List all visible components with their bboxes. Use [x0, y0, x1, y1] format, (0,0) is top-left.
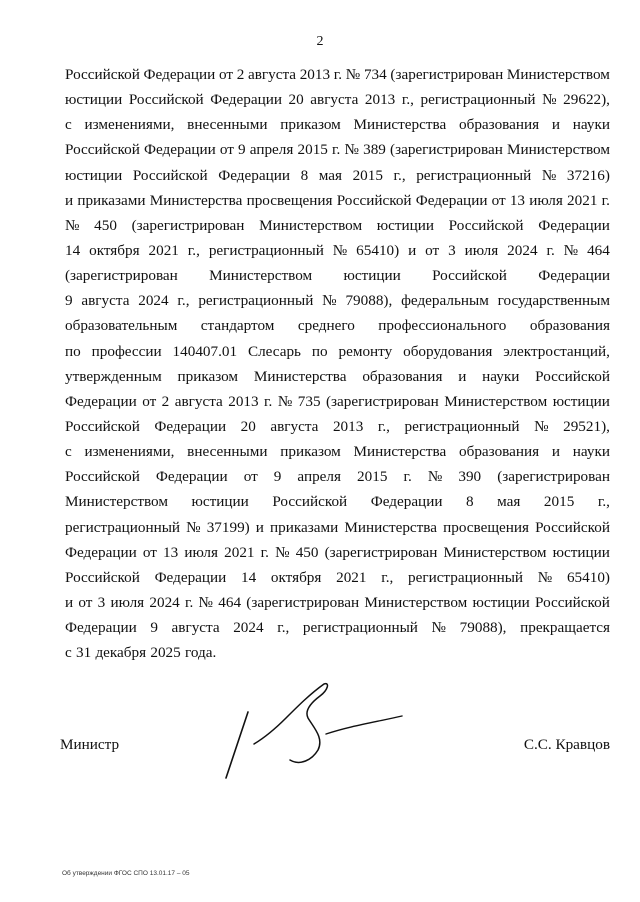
word: регистрационный: [404, 417, 520, 435]
word: августа: [174, 392, 223, 410]
word: Российской: [128, 91, 204, 109]
word: июля: [464, 241, 499, 259]
word: 65410): [356, 241, 400, 259]
word: 2013: [364, 91, 396, 109]
word: 29622),: [563, 91, 610, 109]
word: 2021: [224, 543, 255, 561]
word: (зарегистрирован: [390, 66, 504, 83]
word: 14: [241, 568, 257, 586]
word: регистрационный: [302, 619, 418, 637]
word: Федерации: [538, 267, 610, 285]
word: юстиции: [343, 267, 401, 285]
word: регистрационный: [416, 166, 532, 184]
word: Министерством: [65, 493, 168, 511]
word: от: [78, 593, 93, 611]
word: Федерации: [65, 543, 137, 561]
word: 20: [240, 417, 256, 435]
word: №: [345, 66, 361, 83]
word: 140407.01: [172, 342, 238, 360]
word: 3: [448, 241, 456, 259]
word: 2013: [228, 392, 259, 410]
word: Российской: [65, 568, 140, 586]
body-paragraph: [65, 62, 610, 665]
word: декабря: [95, 644, 147, 662]
footer-note: Об утверждении ФГОС СПО 13.01.17 – 05: [62, 870, 190, 877]
word: электростанций,: [503, 342, 610, 360]
word: Федерации: [143, 66, 216, 83]
word: 13: [163, 543, 179, 561]
signer-title: Министр: [60, 736, 120, 753]
text-line: [65, 540, 610, 565]
word: 79088),: [459, 619, 507, 637]
word: 20: [288, 91, 304, 109]
word: г.,: [377, 417, 390, 435]
word: 450: [94, 216, 117, 234]
word: образования: [459, 116, 540, 134]
word: Министерством: [444, 392, 548, 410]
word: г.: [264, 392, 273, 410]
word: юстиции: [191, 493, 249, 511]
word: 2024: [149, 593, 180, 611]
word: образования: [362, 367, 443, 385]
signer-name: С.С. Кравцов: [523, 736, 610, 753]
word: Министерством: [209, 267, 313, 285]
word: 390: [458, 468, 482, 486]
word: изменениями,: [84, 443, 175, 461]
word: г.,: [277, 619, 290, 637]
word: Министерства: [253, 367, 347, 385]
word: приказами: [270, 518, 339, 536]
word: августа: [171, 619, 220, 637]
word: просвещения: [246, 191, 333, 209]
word: №: [431, 619, 447, 637]
word: Российской: [432, 267, 507, 285]
word: по: [311, 342, 328, 360]
word: 2013: [299, 66, 331, 83]
word: внесенными: [187, 116, 268, 134]
word: 2021: [336, 568, 367, 586]
word: Министерством: [506, 141, 610, 159]
word: 14: [65, 241, 81, 259]
word: Федерации: [144, 141, 216, 159]
word: юстиции: [376, 216, 434, 234]
word: образования: [459, 443, 540, 461]
word: августа: [81, 292, 130, 310]
text-line: [65, 414, 610, 439]
word: 37216): [566, 166, 610, 184]
word: Федерации: [154, 417, 227, 435]
word: и: [65, 593, 74, 611]
word: (зарегистрирован: [131, 216, 245, 234]
word: №: [186, 518, 201, 536]
word: Федерации: [370, 493, 443, 511]
word: 37199): [206, 518, 250, 536]
text-line: [65, 288, 610, 313]
word: октября: [89, 241, 140, 259]
word: юстиции: [472, 593, 530, 611]
word: 2021: [148, 241, 179, 259]
text-line: [65, 62, 610, 87]
word: (зарегистрирован: [65, 267, 178, 285]
word: Федерации: [415, 191, 488, 209]
word: (зарегистрирован: [324, 543, 438, 561]
word: 735: [297, 392, 321, 410]
word: №: [534, 417, 549, 435]
word: Российской: [65, 468, 140, 486]
word: г.,: [177, 292, 190, 310]
word: 464: [587, 241, 610, 259]
word: 389: [363, 141, 386, 159]
word: государственным: [497, 292, 610, 310]
word: 8: [300, 166, 309, 184]
word: Федерации: [538, 216, 610, 234]
word: Министерства: [149, 191, 243, 209]
word: и: [551, 116, 561, 134]
word: 13: [509, 191, 526, 209]
word: №: [198, 593, 214, 611]
word: Российской: [132, 166, 208, 184]
word: г.,: [597, 493, 610, 511]
word: (зарегистрирован: [497, 468, 610, 486]
word: утвержденным: [65, 367, 162, 385]
page-number: 2: [316, 34, 324, 49]
text-line: [65, 489, 610, 514]
word: 2: [161, 392, 170, 410]
word: №: [541, 166, 557, 184]
text-line: [65, 590, 610, 615]
word: от: [491, 191, 506, 209]
word: и: [408, 241, 417, 259]
word: Федерации: [218, 166, 290, 184]
word: №: [275, 543, 290, 561]
word: мая: [318, 166, 342, 184]
word: Российской: [65, 66, 140, 83]
word: по: [65, 342, 81, 360]
word: с: [65, 644, 72, 662]
word: регистрационный: [65, 518, 181, 536]
word: августа: [310, 91, 359, 109]
text-line: [65, 213, 610, 238]
word: Министерством: [443, 543, 547, 561]
word: и: [551, 443, 561, 461]
word: Слесарь: [247, 342, 301, 360]
word: прекращается: [520, 619, 610, 637]
word: 2025: [150, 644, 181, 662]
word: г.,: [393, 166, 406, 184]
word: (зарегистрирован: [390, 141, 503, 159]
text-line: [65, 640, 610, 665]
word: внесенными: [187, 443, 268, 461]
text-line: [65, 238, 610, 263]
word: Российской: [65, 141, 140, 159]
word: и: [458, 367, 467, 385]
word: от: [425, 241, 440, 259]
word: №: [277, 392, 293, 410]
word: просвещения: [443, 518, 530, 536]
word: июля: [110, 593, 145, 611]
word: от: [218, 66, 233, 83]
word: 9: [65, 292, 73, 310]
text-line: [65, 112, 610, 137]
word: 9: [238, 141, 246, 159]
word: Министерства: [353, 116, 447, 134]
word: г.: [260, 543, 269, 561]
text-line: [65, 515, 610, 540]
word: октября: [270, 568, 322, 586]
word: 2: [236, 66, 245, 83]
word: Российской: [535, 367, 610, 385]
word: ремонту: [338, 342, 393, 360]
word: образовательным: [65, 317, 178, 335]
text-line: [65, 565, 610, 590]
word: г.: [601, 191, 610, 209]
word: Российской: [272, 493, 348, 511]
word: (зарегистрирован: [246, 593, 360, 611]
word: 2024: [138, 292, 169, 310]
word: от: [142, 543, 157, 561]
word: Министерством: [259, 216, 363, 234]
word: 79088),: [345, 292, 393, 310]
word: №: [427, 468, 443, 486]
text-line: [65, 464, 610, 489]
text-line: [65, 389, 610, 414]
text-line: [65, 439, 610, 464]
word: юстиции: [552, 543, 610, 561]
word: 9: [150, 619, 158, 637]
word: г.: [184, 593, 194, 611]
word: науки: [572, 116, 610, 134]
word: регистрационный: [420, 91, 536, 109]
word: 2024: [507, 241, 538, 259]
word: Федерации: [65, 619, 137, 637]
word: приказом: [177, 367, 239, 385]
word: г.,: [381, 568, 394, 586]
text-line: [65, 364, 610, 389]
word: Федерации: [154, 568, 227, 586]
word: от: [243, 468, 258, 486]
word: 65410): [566, 568, 610, 586]
word: Федерации: [65, 392, 137, 410]
text-line: [65, 87, 610, 112]
word: 450: [295, 543, 319, 561]
word: Министерством: [364, 593, 468, 611]
word: среднего: [297, 317, 355, 335]
word: №: [537, 568, 553, 586]
word: с: [65, 116, 72, 134]
word: мая: [497, 493, 521, 511]
word: Министерством: [506, 66, 610, 83]
word: Российской: [336, 191, 412, 209]
word: Министерства: [344, 518, 438, 536]
word: 2015: [352, 166, 383, 184]
word: приказом: [280, 116, 341, 134]
word: Российской: [65, 417, 140, 435]
word: г.: [332, 141, 341, 159]
text-line: [65, 339, 610, 364]
word: августа: [247, 66, 297, 83]
word: 2015: [357, 468, 388, 486]
word: №: [322, 292, 337, 310]
word: юстиции: [65, 166, 123, 184]
word: г.,: [187, 241, 200, 259]
word: июля: [184, 543, 218, 561]
word: апреля: [297, 468, 341, 486]
word: 3: [97, 593, 106, 611]
word: года.: [184, 644, 217, 662]
word: 734: [363, 66, 387, 83]
word: г.: [546, 241, 555, 259]
word: 2015: [297, 141, 328, 159]
word: профессии: [91, 342, 162, 360]
word: Федерации: [210, 91, 282, 109]
word: 2015: [543, 493, 575, 511]
word: регистрационный: [408, 568, 524, 586]
word: 31: [76, 644, 92, 662]
handwritten-signature: [220, 680, 410, 790]
word: юстиции: [552, 392, 610, 410]
word: августа: [270, 417, 319, 435]
word: стандартом: [200, 317, 275, 335]
word: 2021: [567, 191, 598, 209]
word: от: [142, 392, 157, 410]
word: Российской: [535, 593, 610, 611]
word: №: [65, 216, 80, 234]
word: №: [542, 91, 557, 109]
word: 9: [273, 468, 282, 486]
text-line: [65, 137, 610, 162]
text-line: [65, 263, 610, 288]
word: регистрационный: [208, 241, 324, 259]
word: 2013: [332, 417, 364, 435]
word: июля: [529, 191, 563, 209]
word: образования: [529, 317, 610, 335]
word: оборудования: [403, 342, 493, 360]
word: науки: [572, 443, 610, 461]
word: 2024: [233, 619, 264, 637]
word: науки: [482, 367, 520, 385]
word: 464: [218, 593, 242, 611]
text-line: [65, 313, 610, 338]
word: от: [219, 141, 234, 159]
word: Министерства: [353, 443, 447, 461]
text-line: [65, 615, 610, 640]
word: 29521),: [563, 417, 610, 435]
word: изменениями,: [84, 116, 175, 134]
word: и: [65, 191, 74, 209]
word: регистрационный: [198, 292, 314, 310]
word: №: [344, 141, 359, 159]
word: и: [255, 518, 264, 536]
word: Российской: [535, 518, 610, 536]
word: г.: [333, 66, 343, 83]
word: профессионального: [378, 317, 507, 335]
word: федеральным: [401, 292, 489, 310]
word: (зарегистрирован: [326, 392, 439, 410]
word: Федерации: [155, 468, 228, 486]
word: с: [65, 443, 72, 461]
word: №: [332, 241, 348, 259]
word: юстиции: [65, 91, 123, 109]
text-line: [65, 188, 610, 213]
word: Российской: [448, 216, 524, 234]
word: 8: [466, 493, 474, 511]
word: апреля: [249, 141, 294, 159]
word: приказом: [280, 443, 341, 461]
word: приказами: [77, 191, 146, 209]
word: г.: [403, 468, 412, 486]
word: г.,: [401, 91, 414, 109]
word: №: [563, 241, 579, 259]
text-line: [65, 163, 610, 188]
